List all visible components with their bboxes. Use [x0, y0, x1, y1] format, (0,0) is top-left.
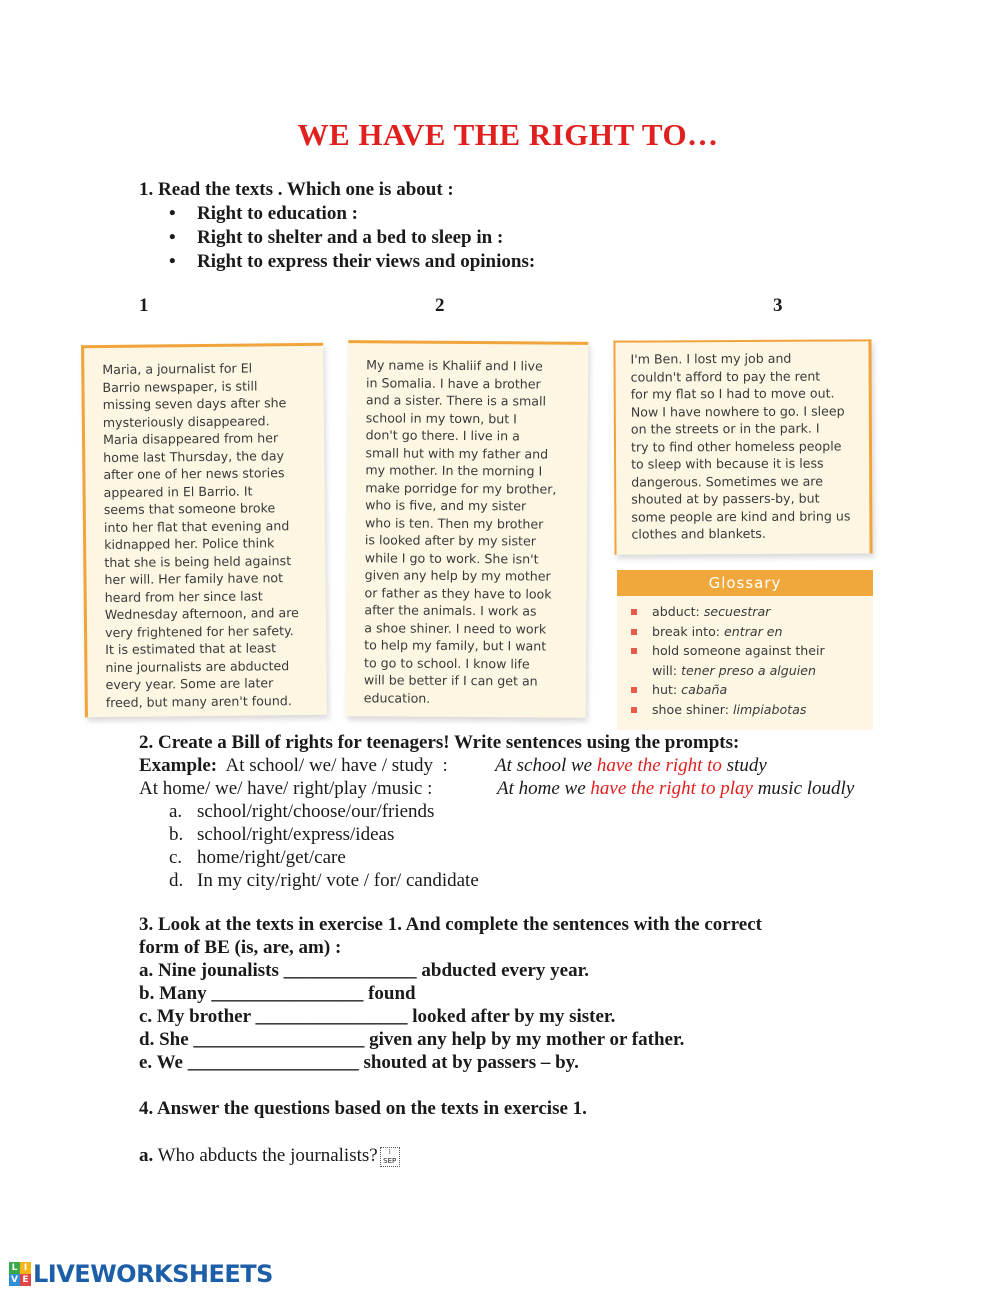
q1-bullet-shelter: • Right to shelter and a bed to sleep in : [169, 226, 535, 250]
example-prompt: At school/ we/ have / study : [217, 755, 448, 776]
q4-question-a [139, 1145, 400, 1167]
q2-prompt-item [169, 869, 899, 892]
q2-example-2 [139, 777, 899, 800]
q2-prompt-item [169, 800, 899, 823]
logo-mark-icon [9, 1262, 31, 1286]
glossary-item [629, 700, 865, 720]
sep-glyph-label: SEP [383, 1156, 397, 1165]
example-answer-pre: At school we [495, 755, 597, 776]
liveworksheets-logo[interactable] [9, 1259, 273, 1289]
q3-sentence-d: d. She __________________ given any help by my mother or father. [139, 1029, 685, 1050]
glossary-translation: secuestrar [703, 604, 771, 619]
logo-mark-letter: I [20, 1262, 31, 1274]
example-answer-highlight: have the right to [596, 755, 722, 776]
question-2 [139, 731, 899, 892]
sep-glyph-icon: ⁞ SEP [380, 1147, 400, 1167]
q3-sentence-c: c. My brother ________________ looked after by my sister. [139, 1006, 616, 1027]
q4-question-text: Who abducts the journalists? [153, 1145, 378, 1166]
glossary-term-continued: will: [652, 662, 678, 678]
example-answer [495, 754, 767, 777]
q1-bullet-education: • Right to education : [169, 202, 535, 226]
glossary-item [629, 680, 865, 700]
glossary-term: hut: [652, 682, 678, 697]
reading-text-maria: Maria, a journalist for El Barrio newspaper, is still missing seven days after she mysteriously disappeared. Maria disappeared from her home last Thursday, the day after one of her news stories appeared in El Barrio. It seems that someone broke into her flat that evening and kidnapped her. Police think that she is being held against her will. Her family have not heard from her since last Wednesday afternoon, and are very frightened for her safety. It is estimated that at least nine journalists are abducted every year. Some are later freed, but many aren't found. [102, 360, 299, 710]
glossary-translation: entrar en [724, 623, 783, 639]
item-text: school/right/choose/our/friends [197, 801, 435, 822]
glossary-item [629, 641, 865, 680]
logo-mark-letter: V [9, 1274, 20, 1286]
q2-prompt-list [169, 800, 899, 892]
item-text: home/right/get/care [197, 847, 346, 868]
worksheet-title: WE HAVE THE RIGHT TO… [297, 117, 719, 152]
q2-prompt-item [169, 823, 899, 846]
reading-text-ben: I'm Ben. I lost my job and couldn't afford to pay the rent for my flat so I had to move out. Now I have nowhere to go. I sleep on the streets or in the park. I try to find other homeless people to sleep with because it is less dangerous. Sometimes we are shouted at by passers-by, but some people are kind and bring us clothes and blankets. [630, 350, 851, 542]
glossary-title: Glossary [617, 570, 873, 596]
q1-instruction: 1. Read the texts . Which one is about : [139, 179, 454, 200]
text-number-1: 1 [139, 295, 149, 316]
q1-bullet-express: • Right to express their views and opinions: [169, 250, 535, 274]
glossary-translation: cabaña [681, 682, 728, 697]
q2-example-1 [139, 754, 899, 777]
question-1 [139, 178, 535, 274]
q3-sentence-e: e. We __________________ shouted at by passers – by. [139, 1052, 579, 1073]
glossary-list [617, 596, 873, 719]
example2-answer-highlight: have the right to play [590, 778, 753, 799]
glossary-term: shoe shiner: [652, 701, 729, 717]
example-label: Example: [139, 755, 218, 776]
q3-sentence-a: a. Nine jounalists ______________ abducted every year. [139, 960, 590, 981]
logo-wordmark: LIVEWORKSHEETS [33, 1260, 273, 1288]
example2-answer [497, 777, 854, 800]
reading-card-khaliif [346, 340, 589, 718]
item-letter: a. [169, 801, 183, 822]
logo-mark-letter: E [20, 1274, 31, 1286]
q2-prompt-item [169, 846, 899, 869]
logo-mark-letter: L [9, 1262, 20, 1274]
item-letter: b. [169, 824, 184, 845]
glossary-item [629, 602, 865, 622]
text-number-2: 2 [435, 295, 445, 316]
glossary-item [629, 622, 865, 642]
glossary-term: hold someone against their [652, 643, 825, 658]
q1-bullet-list [169, 202, 535, 274]
q2-instruction: 2. Create a Bill of rights for teenagers! Write sentences using the prompts: [139, 732, 740, 753]
glossary-translation: limpiabotas [733, 701, 807, 717]
q4-instruction: 4. Answer the questions based on the texts in exercise 1. [139, 1098, 587, 1119]
item-letter: d. [169, 870, 184, 891]
example2-answer-pre: At home we [497, 778, 591, 799]
item-text: In my city/right/ vote / for/ candidate [197, 870, 479, 891]
text-number-3: 3 [773, 295, 783, 316]
item-text: school/right/express/ideas [197, 824, 395, 845]
glossary-term: break into: [652, 623, 721, 639]
q3-sentence-b: b. Many ________________ found [139, 983, 416, 1004]
reading-text-khaliif: My name is Khaliif and I live in Somalia. I have a brother and a sister. There is a small school in my town, but I don't go there. I live in a small hut with my father and my mother. In the morning I make porridge for my brother, who is five, and my sister who is ten. Then my brother is looked after by my sister while I go to work. She isn't given any help by my mother or father as they have to look after the animals. I work as a shoe shiner. I need to work to help my family, but I want to go to school. I know life will be better if I can get an education. [363, 357, 557, 706]
glossary-box [617, 570, 873, 730]
reading-card-ben [613, 339, 872, 554]
example2-answer-post: music loudly [752, 778, 855, 799]
reading-card-maria [81, 343, 327, 718]
example-answer-post: study [721, 755, 767, 776]
glossary-translation: tener preso a alguien [681, 662, 816, 678]
q3-instruction-line-1: 3. Look at the texts in exercise 1. And complete the sentences with the correct [139, 914, 763, 935]
item-letter: c. [169, 847, 183, 868]
glossary-term: abduct: [652, 604, 700, 619]
q4-letter: a. [139, 1145, 154, 1166]
example2-prompt: At home/ we/ have/ right/play /music : [139, 778, 433, 799]
q3-instruction-line-2: form of BE (is, are, am) : [139, 937, 342, 958]
question-3 [139, 913, 859, 1074]
